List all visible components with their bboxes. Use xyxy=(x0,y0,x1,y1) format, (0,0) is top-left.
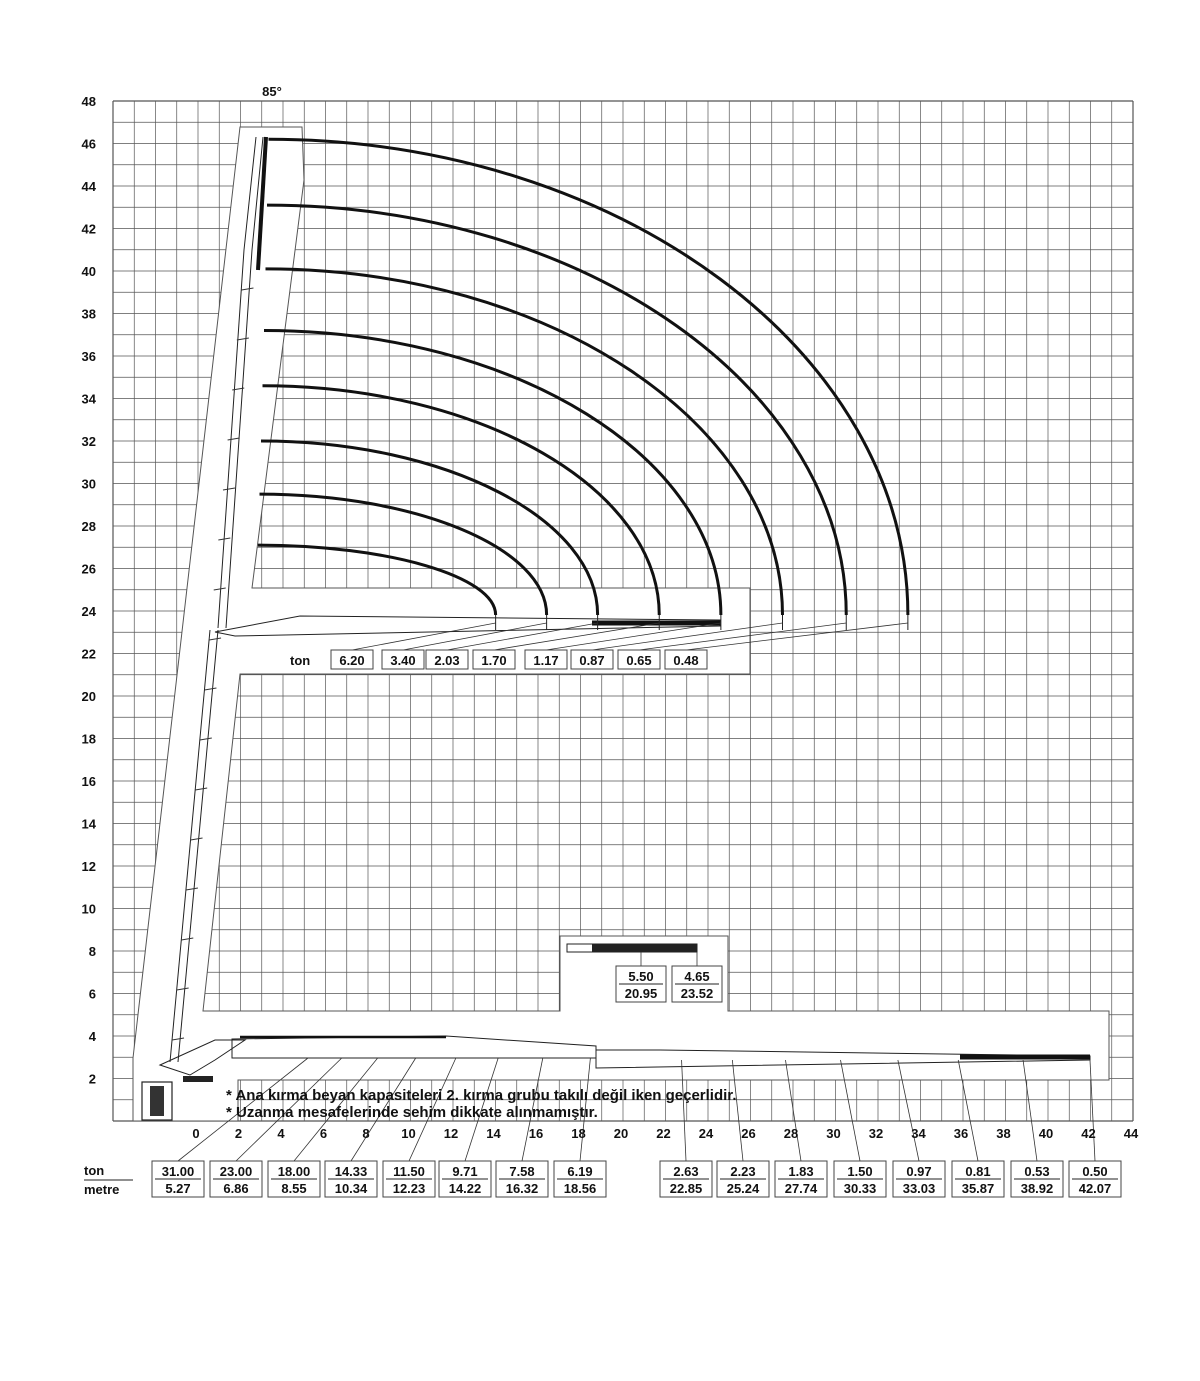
footnote-2: * Uzanma mesafelerinde sehim dikkate alınmamıştır. xyxy=(226,1104,598,1121)
y-tick-label: 40 xyxy=(81,264,96,279)
jib-capacity-metre: 35.87 xyxy=(961,1181,995,1196)
angle-label: 85° xyxy=(262,84,282,99)
y-tick-label: 12 xyxy=(81,859,96,874)
main-capacity-metre: 5.27 xyxy=(165,1181,191,1196)
x-tick-label: 18 xyxy=(571,1126,586,1141)
upper-capacity-ton: 0.48 xyxy=(673,653,699,668)
crane-column xyxy=(150,1086,164,1116)
jib-capacity-metre: 38.92 xyxy=(1020,1181,1054,1196)
main-capacity-metre: 14.22 xyxy=(448,1181,482,1196)
upper-capacity-ton: 6.20 xyxy=(339,653,365,668)
y-tick-label: 24 xyxy=(81,604,96,619)
main-capacity-metre: 8.55 xyxy=(281,1181,307,1196)
x-tick-label: 24 xyxy=(698,1126,714,1141)
jib-capacity-ton: 2.63 xyxy=(673,1164,699,1179)
y-tick-label: 16 xyxy=(81,774,96,789)
y-tick-label: 2 xyxy=(88,1071,96,1087)
main-capacity-ton: 7.58 xyxy=(509,1164,535,1179)
upper-capacity-ton: 3.40 xyxy=(390,653,416,668)
x-tick-label: 8 xyxy=(362,1126,370,1141)
reach-arcs xyxy=(258,139,908,630)
main-capacity-ton: 14.33 xyxy=(334,1164,368,1179)
jib-capacity-metre: 27.74 xyxy=(784,1181,818,1196)
x-tick-label: 2 xyxy=(234,1126,243,1141)
footnote-1: * Ana kırma beyan kapasiteleri 2. kırma grubu takılı değil iken geçerlidir. xyxy=(226,1087,737,1104)
y-tick-label: 32 xyxy=(81,434,96,449)
x-tick-label: 16 xyxy=(528,1126,544,1141)
main-capacity-metre: 12.23 xyxy=(392,1181,426,1196)
x-tick-label: 6 xyxy=(319,1126,328,1141)
x-tick-label: 38 xyxy=(996,1126,1011,1141)
jib-capacity-metre: 42.07 xyxy=(1078,1181,1112,1196)
y-tick-label: 26 xyxy=(81,561,96,577)
x-tick-label: 32 xyxy=(868,1126,884,1141)
y-tick-label: 14 xyxy=(81,816,96,832)
y-tick-label: 34 xyxy=(81,391,96,407)
metre-unit-label: metre xyxy=(84,1182,120,1197)
crane-turret xyxy=(183,1076,213,1082)
x-tick-label: 22 xyxy=(656,1126,671,1141)
x-tick-label: 14 xyxy=(486,1126,501,1141)
x-tick-label: 44 xyxy=(1123,1126,1139,1141)
reach-arc xyxy=(263,386,660,615)
x-tick-label: 0 xyxy=(192,1126,200,1141)
upper-ton-unit-label: ton xyxy=(290,653,311,668)
y-tick-label: 44 xyxy=(81,179,96,194)
x-tick-label: 34 xyxy=(911,1126,926,1141)
y-tick-label: 36 xyxy=(81,349,96,364)
extension-inset-bar xyxy=(592,944,697,952)
main-capacity-metre: 6.86 xyxy=(223,1181,249,1196)
main-capacity-ton: 18.00 xyxy=(277,1164,311,1179)
x-tick-label: 42 xyxy=(1081,1126,1096,1141)
y-tick-label: 20 xyxy=(81,689,96,704)
main-capacity-ton: 11.50 xyxy=(393,1164,425,1179)
main-capacity-ton: 31.00 xyxy=(161,1164,195,1179)
x-tick-label: 20 xyxy=(613,1126,629,1141)
y-tick-label: 42 xyxy=(81,221,96,237)
x-tick-label: 26 xyxy=(741,1126,756,1141)
x-tick-label: 40 xyxy=(1038,1126,1054,1141)
y-tick-label: 46 xyxy=(81,136,96,152)
extension-capacity-metre: 20.95 xyxy=(624,986,658,1001)
upper-capacity-ton: 1.17 xyxy=(533,653,559,668)
main-capacity-metre: 18.56 xyxy=(563,1181,597,1196)
y-tick-label: 48 xyxy=(81,94,96,109)
reach-arc xyxy=(267,205,846,615)
y-tick-label: 4 xyxy=(88,1029,96,1044)
jib-capacity-ton: 0.81 xyxy=(965,1164,991,1179)
jib-capacity-ton: 0.97 xyxy=(906,1164,932,1179)
jib-capacity-metre: 25.24 xyxy=(726,1181,760,1196)
jib-capacity-ton: 0.50 xyxy=(1082,1164,1108,1179)
jib-capacity-metre: 30.33 xyxy=(843,1181,877,1196)
jib-capacity-ton: 2.23 xyxy=(730,1164,756,1179)
y-tick-label: 6 xyxy=(88,986,96,1002)
y-tick-label: 38 xyxy=(81,306,96,322)
x-tick-label: 36 xyxy=(953,1126,969,1141)
jib-capacity-ton: 0.53 xyxy=(1024,1164,1050,1179)
main-capacity-metre: 16.32 xyxy=(505,1181,539,1196)
jib-capacity-ton: 1.83 xyxy=(788,1164,814,1179)
extension-capacity-metre: 23.52 xyxy=(680,986,714,1001)
extension-capacity-ton: 5.50 xyxy=(628,969,654,984)
x-tick-label: 28 xyxy=(783,1126,799,1141)
y-tick-label: 18 xyxy=(81,731,96,747)
y-tick-label: 10 xyxy=(81,901,96,917)
ton-unit-label: ton xyxy=(84,1163,105,1178)
upper-capacity-ton: 0.87 xyxy=(579,653,605,668)
x-tick-label: 4 xyxy=(277,1126,285,1141)
upper-capacity-ton: 2.03 xyxy=(434,653,460,668)
main-capacity-ton: 23.00 xyxy=(219,1164,253,1179)
footnotes xyxy=(226,1087,736,1121)
upper-capacity-ton: 1.70 xyxy=(481,653,507,668)
extension-capacity-ton: 4.65 xyxy=(684,969,710,984)
main-capacity-ton: 6.19 xyxy=(567,1164,593,1179)
y-tick-label: 30 xyxy=(81,476,96,492)
main-capacity-ton: 9.71 xyxy=(452,1164,478,1179)
x-tick-label: 12 xyxy=(443,1126,459,1141)
jib-capacity-ton: 1.50 xyxy=(847,1164,873,1179)
x-tick-label: 30 xyxy=(826,1126,841,1141)
y-tick-label: 8 xyxy=(88,944,96,959)
upper-capacity-ton: 0.65 xyxy=(626,653,652,668)
y-tick-label: 28 xyxy=(81,519,96,534)
jib-capacity-metre: 33.03 xyxy=(902,1181,936,1196)
main-capacity-metre: 10.34 xyxy=(334,1181,368,1196)
x-tick-label: 10 xyxy=(401,1126,416,1141)
y-tick-label: 22 xyxy=(81,646,96,662)
jib-capacity-metre: 22.85 xyxy=(669,1181,703,1196)
